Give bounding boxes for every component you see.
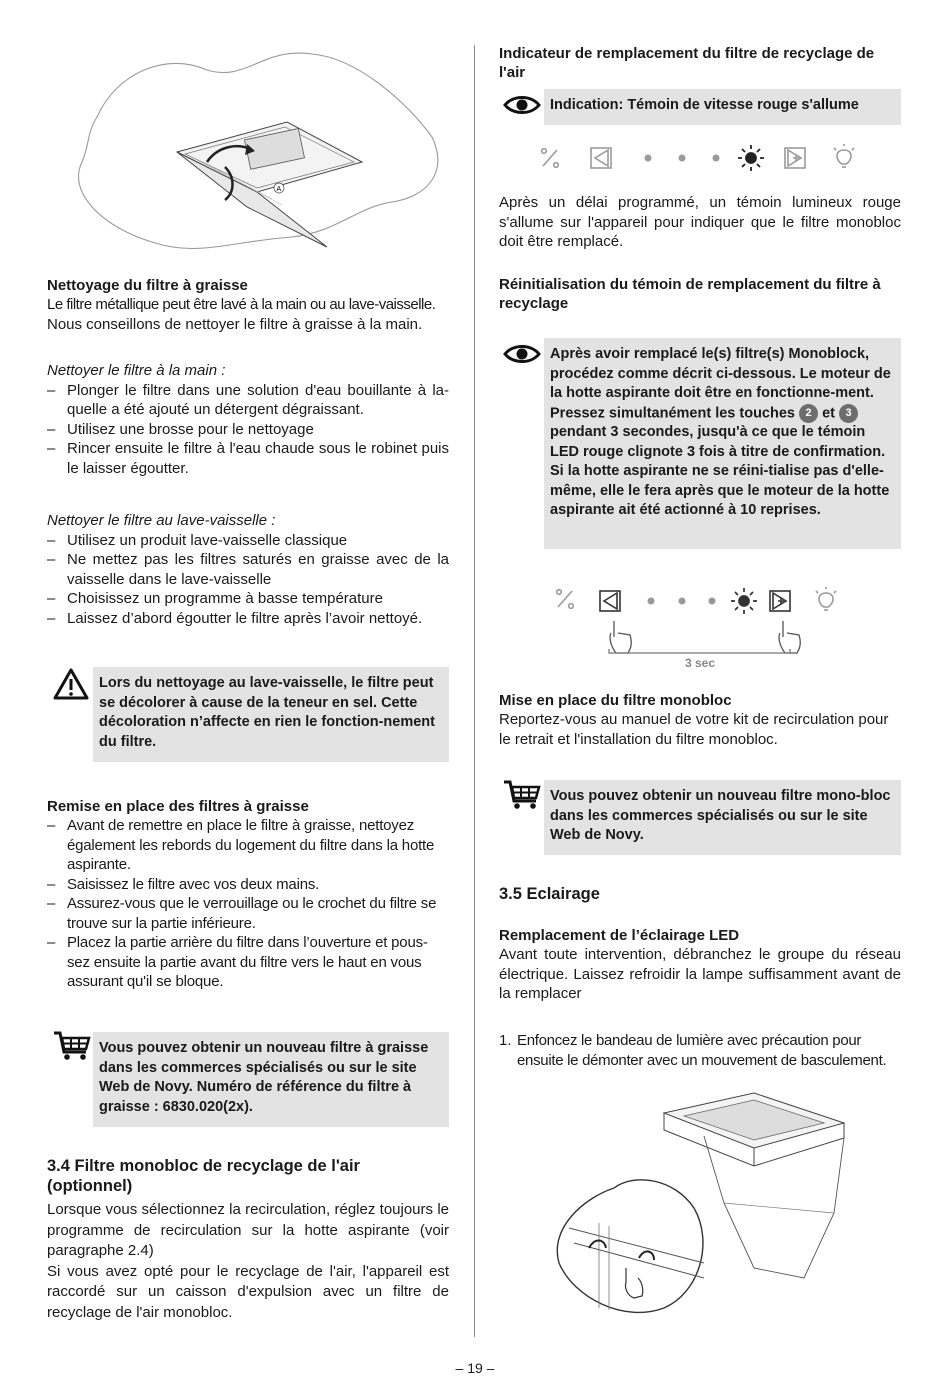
- reset-instructions-box: [544, 338, 901, 549]
- left-hand-icon: [610, 621, 631, 653]
- page-number: – 19 –: [455, 1360, 495, 1376]
- section-title-lighting: 3.5 Eclairage: [499, 885, 600, 903]
- list-item: – Choisissez un programme à basse température: [47, 589, 449, 609]
- list-item: – Assurez-vous que le verrouillage ou le crochet du filtre se trouve sur la partie inférieure.: [47, 894, 449, 933]
- eye-icon: [503, 342, 541, 366]
- speed-dot-2: [679, 598, 686, 605]
- reset-text-c: pendant 3 secondes, jusqu'à ce que le témoin LED rouge clignote 3 fois à titre de confirmation. Si la hotte aspirante ne se réini-tialise pas d'elle-même, elle le fera après que le moteur de la hotte aspirante ait été actionné à 10 reprises.: [550, 424, 890, 519]
- list-item: – Saisissez le filtre avec vos deux mains.: [47, 875, 449, 895]
- grease-filter-order-text: Vous pouvez obtenir un nouveau filtre à graisse dans les commerces spécialisés ou sur le site Web de Novy. Numéro de référence du filtre à graisse : 6830.020(2x).: [99, 1040, 429, 1115]
- speed-dot-3: [713, 155, 720, 162]
- shopping-cart-icon: [503, 779, 541, 811]
- speed-up-icon: [770, 591, 790, 611]
- monobloc-para-1: Lorsque vous sélectionnez la recirculation, réglez toujours le programme de recirculation sur la hotte aspirante (voir paragraphe 2.4): [47, 1201, 449, 1259]
- dishwasher-list: [47, 531, 449, 629]
- hand-wash-title: Nettoyer le filtre à la main :: [47, 362, 226, 379]
- column-divider: [474, 45, 475, 1337]
- red-led-icon: [738, 145, 764, 171]
- list-item: – Plonger le filtre dans une solution d'eau bouillante à la-quelle a été ajouté un détergent dégraissant.: [47, 381, 449, 420]
- led-replacement-text: Avant toute intervention, débranchez le groupe du réseau électrique. Laissez refroidir la lampe suffisamment avant de la remplacer: [499, 946, 901, 1002]
- speed-down-icon: [591, 148, 611, 168]
- step-1-text: Enfoncez le bandeau de lumière avec précaution pour ensuite le démonter avec un mouvement de basculement.: [517, 1032, 887, 1069]
- right-hand-icon: [779, 621, 800, 653]
- duration-label: 3 sec: [685, 656, 716, 670]
- cleaning-intro-1: Le filtre métallique peut être lavé à la main ou au lave-vaisselle.: [47, 296, 436, 313]
- list-item: – Utilisez une brosse pour le nettoyage: [47, 420, 449, 440]
- eye-icon: [503, 93, 541, 117]
- section-title-install: Mise en place du filtre monobloc: [499, 692, 732, 709]
- list-item: – Rincer ensuite le filtre à l'eau chaude sous le robinet puis le laisser égoutter.: [47, 439, 449, 478]
- list-item: – Ne mettez pas les filtres saturés en graisse avec de la vaisselle dans le lave-vaisselle: [47, 550, 449, 589]
- led-strip-illustration: [554, 1078, 899, 1328]
- warning-text: Lors du nettoyage au lave-vaisselle, le filtre peut se décolorer à cause de la teneur en sel. Cette décoloration n’affecte en rien le fonction-nement du filtre.: [99, 675, 435, 750]
- list-item: – Avant de remettre en place le filtre à graisse, nettoyez également les rebords du logement du filtre dans la hotte aspirante.: [47, 816, 449, 875]
- speed-up-icon: [785, 148, 805, 168]
- filter-removal-illustration: [57, 42, 447, 262]
- speed-dot-2: [679, 155, 686, 162]
- section-title-indicator: Indicateur de remplacement du filtre de recyclage de l'air: [499, 45, 875, 81]
- red-led-icon: [731, 588, 757, 614]
- percent-icon: [557, 590, 574, 609]
- light-bulb-icon: [816, 587, 836, 610]
- refit-list: [47, 816, 449, 992]
- section-title-cleaning: Nettoyage du filtre à graisse: [47, 277, 248, 294]
- reset-text-b: et: [822, 404, 835, 421]
- warning-icon: [53, 668, 89, 700]
- reset-diagram: [554, 585, 854, 673]
- install-text: Reportez-vous au manuel de votre kit de recirculation pour le retrait et l'installation du filtre monobloc.: [499, 711, 889, 748]
- led-replacement-title: Remplacement de l’éclairage LED: [499, 927, 740, 944]
- step-number: 1.: [499, 1032, 512, 1049]
- detail-zoom-circle: [557, 1180, 703, 1313]
- dishwasher-title: Nettoyer le filtre au lave-vaisselle :: [47, 512, 276, 529]
- list-item: – Utilisez un produit lave-vaisselle classique: [47, 531, 449, 551]
- list-item: – Placez la partie arrière du filtre dans l’ouverture et pous-sez ensuite la partie avant du filtre vers le haut en vous assurant qu'il se bloque.: [47, 933, 449, 992]
- speed-dot-3: [709, 598, 716, 605]
- indicator-text: Après un délai programmé, un témoin lumineux rouge s'allume sur l'appareil pour indiquer que le filtre monobloc doit être remplacé.: [499, 194, 901, 250]
- list-item: – Laissez d’abord égoutter le filtre après l’avoir nettoyé.: [47, 609, 449, 629]
- warning-box: [93, 667, 449, 762]
- indicator-info-box: [544, 89, 901, 125]
- section-title-monobloc: 3.4 Filtre monobloc de recyclage de l'air (optionnel): [47, 1157, 360, 1195]
- monobloc-order-text: Vous pouvez obtenir un nouveau filtre mono-bloc dans les commerces spécialisés ou sur le site Web de Novy.: [550, 788, 891, 843]
- speed-down-icon: [600, 591, 620, 611]
- monobloc-order-box: [544, 780, 901, 855]
- duration-bracket: [609, 649, 790, 653]
- indicator-info-text: Indication: Témoin de vitesse rouge s'allume: [550, 97, 859, 113]
- shopping-cart-icon: [53, 1030, 91, 1062]
- monobloc-para-2: Si vous avez opté pour le recyclage de l'air, l'appareil est raccordé sur un caisson d'expulsion avec un filtre de recyclage de l'air monobloc.: [47, 1262, 449, 1321]
- grease-filter-order-box: [93, 1032, 449, 1127]
- button-3-badge: 3: [839, 404, 858, 423]
- figure-label-a: A: [276, 186, 282, 193]
- percent-icon: [542, 149, 559, 168]
- light-bulb-icon: [834, 144, 854, 167]
- section-title-refit: Remise en place des filtres à graisse: [47, 798, 309, 815]
- speed-dot-1: [645, 155, 652, 162]
- button-2-badge: 2: [799, 404, 818, 423]
- speed-dot-1: [648, 598, 655, 605]
- reset-text-a: Après avoir remplacé le(s) filtre(s) Monoblock, procédez comme décrit ci-dessous. Le moteur de la hotte aspirante doit être en fonctionne-ment. Pressez simultanément les touches: [550, 346, 891, 421]
- control-panel-icons: [539, 142, 869, 174]
- hand-wash-list: [47, 381, 449, 479]
- section-title-reset: Réinitialisation du témoin de remplacement du filtre à recyclage: [499, 276, 881, 312]
- cleaning-intro-2: Nous conseillons de nettoyer le filtre à graisse à la main.: [47, 315, 423, 333]
